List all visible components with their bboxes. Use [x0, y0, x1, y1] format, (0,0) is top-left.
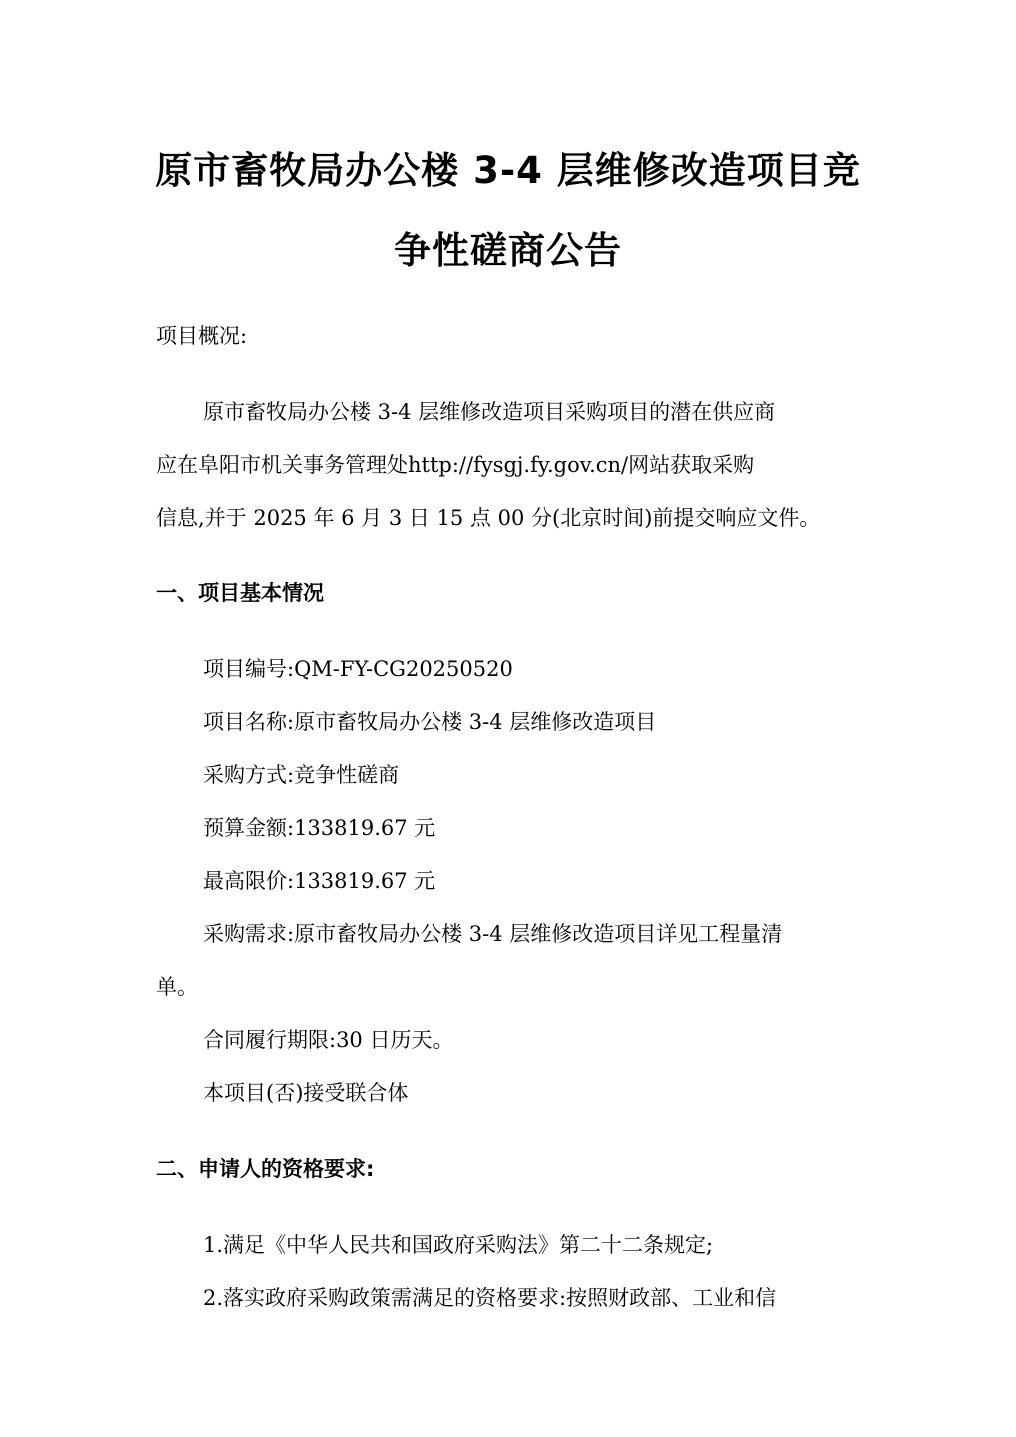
overview-paragraph-line-3: 信息,并于 2025 年 6 月 3 日 15 点 00 分(北京时间)前提交响应文件。: [156, 506, 821, 530]
budget-amount: 预算金额:133819.67 元: [203, 816, 436, 840]
qualification-item-1: 1.满足《中华人民共和国政府采购法》第二十二条规定;: [203, 1233, 714, 1257]
project-name: 项目名称:原市畜牧局办公楼 3-4 层维修改造项目: [203, 710, 657, 734]
project-number: 项目编号:QM-FY-CG20250520: [203, 657, 513, 681]
document-title-line-1: 原市畜牧局办公楼 3-4 层维修改造项目竞: [155, 149, 861, 192]
procurement-demand-line-2: 单。: [156, 975, 198, 999]
max-price: 最高限价:133819.67 元: [203, 869, 436, 893]
procurement-method: 采购方式:竞争性磋商: [203, 763, 400, 787]
consortium-note: 本项目(否)接受联合体: [203, 1081, 409, 1105]
document-title-line-2: 争性磋商公告: [394, 229, 622, 272]
section-1-heading: 一、项目基本情况: [156, 581, 324, 605]
overview-paragraph-line-2: 应在阜阳市机关事务管理处http://fysgj.fy.gov.cn/网站获取采购: [156, 453, 755, 477]
section-2-heading: 二、申请人的资格要求:: [156, 1157, 375, 1181]
procurement-demand-line-1: 采购需求:原市畜牧局办公楼 3-4 层维修改造项目详见工程量清: [203, 922, 783, 946]
contract-period: 合同履行期限:30 日历天。: [203, 1028, 454, 1052]
overview-label: 项目概况:: [156, 324, 248, 348]
overview-paragraph-line-1: 原市畜牧局办公楼 3-4 层维修改造项目采购项目的潜在供应商: [203, 400, 776, 424]
qualification-item-2: 2.落实政府采购政策需满足的资格要求:按照财政部、工业和信: [203, 1286, 777, 1310]
